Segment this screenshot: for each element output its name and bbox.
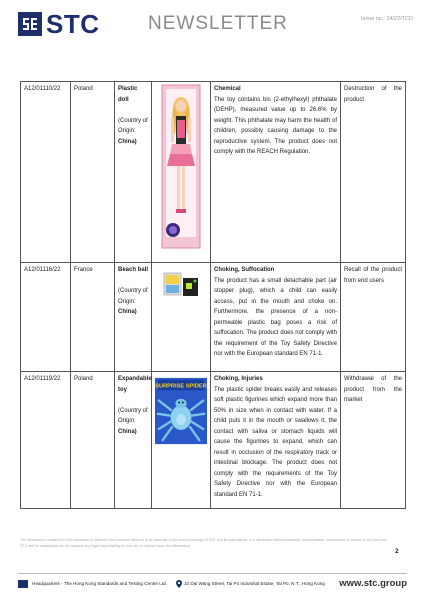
- product-photo: [152, 263, 211, 372]
- product-name: Plastic doll: [118, 86, 138, 103]
- risk-description: The toy contains bis (2-ethylhexyl) phthalate (DEHP), measured value up to 26.6% by weight. This phthalate may harm the health of children, possibly causing damage to the reproductive system. The product does not comply with the REACH Regulation.: [214, 96, 337, 155]
- building-icon: [18, 580, 28, 588]
- reference-number: A12/01119/22: [21, 372, 71, 509]
- website-link[interactable]: www.stc.group: [339, 578, 407, 589]
- issue-number: Issue no.: 34/22/TCD: [361, 16, 413, 22]
- origin-label: (Country of Origin:: [118, 117, 148, 134]
- package-label: SURPRISE SPIDER: [155, 383, 207, 390]
- page-footer: [18, 578, 407, 592]
- disclaimer: The information contained in this newsletter is obtained from sources believed to be accurate to the best knowledge of STC and its subsidiaries. It is distributed without warranty, representation, inducement or licence of any kind and STC and its subsidiaries do not assume any legal responsibility for the use or reliance upon the information.: [20, 538, 387, 548]
- risk-title: Choking, Injuries: [214, 376, 263, 382]
- risk-cell: [211, 82, 341, 263]
- table-row: [21, 263, 406, 372]
- product-photo: [152, 372, 211, 509]
- risk-title: Chemical: [214, 86, 241, 92]
- footer-divider: [18, 573, 407, 574]
- location-pin-icon: [176, 580, 182, 588]
- origin-value: China): [118, 428, 137, 435]
- measure-taken: Withdrawal of the product from the market: [341, 372, 406, 509]
- fashion-doll-box-icon: [161, 84, 201, 249]
- product-cell: [115, 82, 152, 263]
- product-cell: [115, 372, 152, 509]
- origin-value: China): [118, 138, 137, 145]
- headquarters-text: Headquarters - The Hong Kong Standards and Testing Centre Ltd.: [32, 581, 167, 586]
- measure-taken: Destruction of the product: [341, 82, 406, 263]
- notifying-country: France: [71, 263, 115, 372]
- risk-description: The product has a small detachable part (air stopper plug), which a child can easily access, put in the mouth and choke on. Furthermore, the presence of a non-permeable plastic bag poses a risk of suffocation. The product does not comply with the requirement of the Toy Safety Directive nor with the European standard EN 71-1.: [214, 277, 337, 357]
- reference-number: A12/01110/22: [21, 82, 71, 263]
- notifying-country: Poland: [71, 82, 115, 263]
- recall-table: [20, 81, 406, 509]
- product-cell: [115, 263, 152, 372]
- origin-value: China): [118, 309, 137, 315]
- address-text: 10 Dai Wang Street, Tai Po Industrial Estate, Tai Po, N.T., Hong Kong: [184, 581, 325, 586]
- reference-number: A12/01116/22: [21, 263, 71, 372]
- stc-logo-icon: [18, 12, 42, 36]
- risk-cell: [211, 263, 341, 372]
- risk-description: The plastic spider breaks easily and releases soft plastic figurines which expand more than 50% in size when in contact with water. If a child puts it in the mouth or swallows it, the contact with saliva or stomach liquids will cause the figurines to expand, which can result in occlusion of the respiratory track or intestinal blockage. The product does not comply with the requirements of the Toy Safety Directive nor with the European standard EN 71-1.: [214, 386, 337, 498]
- product-name: Expandable toy: [118, 376, 152, 393]
- table-row: [21, 82, 406, 263]
- origin-label: (Country of Origin:: [118, 407, 148, 424]
- product-photo: [152, 82, 211, 263]
- page-number: 2: [395, 548, 399, 555]
- page-header: [18, 9, 413, 42]
- notifying-country: Poland: [71, 372, 115, 509]
- risk-title: Choking, Suffocation: [214, 267, 275, 273]
- origin-label: (Country of Origin:: [118, 288, 148, 305]
- product-name: Beach ball: [118, 267, 149, 273]
- table-row: [21, 372, 406, 509]
- beach-ball-packaging-icon: [162, 270, 200, 300]
- newsletter-title: NEWSLETTER: [148, 13, 288, 34]
- measure-taken: Recall of the product from end users: [341, 263, 406, 372]
- spider-toy-package-icon: [155, 376, 207, 446]
- risk-cell: [211, 372, 341, 509]
- logo-text: STC: [46, 9, 100, 39]
